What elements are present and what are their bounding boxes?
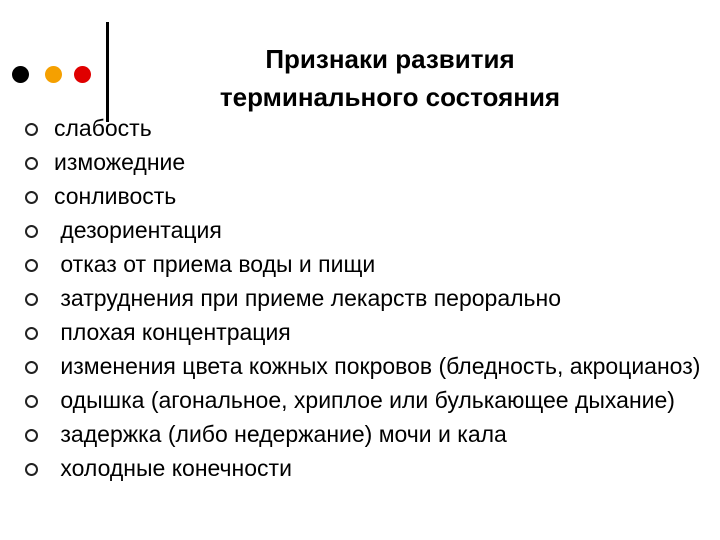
list-item	[22, 251, 712, 277]
list-item	[22, 421, 712, 447]
list-item-text: задержка (либо недержание) мочи и кала	[54, 421, 507, 447]
list-item	[22, 183, 712, 209]
circle-bullet-icon	[25, 157, 38, 170]
decorative-dots	[8, 66, 98, 86]
circle-bullet-icon	[25, 429, 38, 442]
list-item-text: дезориентация	[54, 217, 222, 243]
list-item-text: одышка (агональное, хриплое или булькающее дыхание)	[54, 387, 675, 413]
list-item	[22, 217, 712, 243]
circle-bullet-icon	[25, 191, 38, 204]
list-item-text: сонливость	[54, 183, 177, 209]
list-item	[22, 455, 712, 481]
list-item-text: слабость	[54, 115, 152, 141]
circle-bullet-icon	[25, 327, 38, 340]
circle-bullet-icon	[25, 395, 38, 408]
red-dot-icon	[74, 66, 91, 83]
list-item	[22, 149, 712, 175]
circle-bullet-icon	[25, 123, 38, 136]
circle-bullet-icon	[25, 259, 38, 272]
list-item-text: затруднения при приеме лекарств перорально	[54, 285, 562, 311]
list-item-text: плохая концентрация	[54, 319, 291, 345]
circle-bullet-icon	[25, 225, 38, 238]
list-item	[22, 285, 712, 311]
list-item-text: изменения цвета кожных покровов (бледность, акроцианоз)	[54, 353, 701, 379]
circle-bullet-icon	[25, 463, 38, 476]
list-item	[22, 353, 712, 379]
circle-bullet-icon	[25, 361, 38, 374]
list-item	[22, 319, 712, 345]
orange-dot-icon	[45, 66, 62, 83]
symptom-list	[22, 115, 712, 489]
circle-bullet-icon	[25, 293, 38, 306]
slide-title	[150, 40, 630, 116]
vertical-divider	[106, 22, 109, 122]
list-item	[22, 387, 712, 413]
black-dot-icon	[12, 66, 29, 83]
title-line-1: Признаки развития	[265, 44, 515, 74]
list-item-text: изможедние	[54, 149, 186, 175]
list-item	[22, 115, 712, 141]
list-item-text: холодные конечности	[54, 455, 292, 481]
list-item-text: отказ от приема воды и пищи	[54, 251, 376, 277]
title-line-2: терминального состояния	[219, 82, 561, 112]
